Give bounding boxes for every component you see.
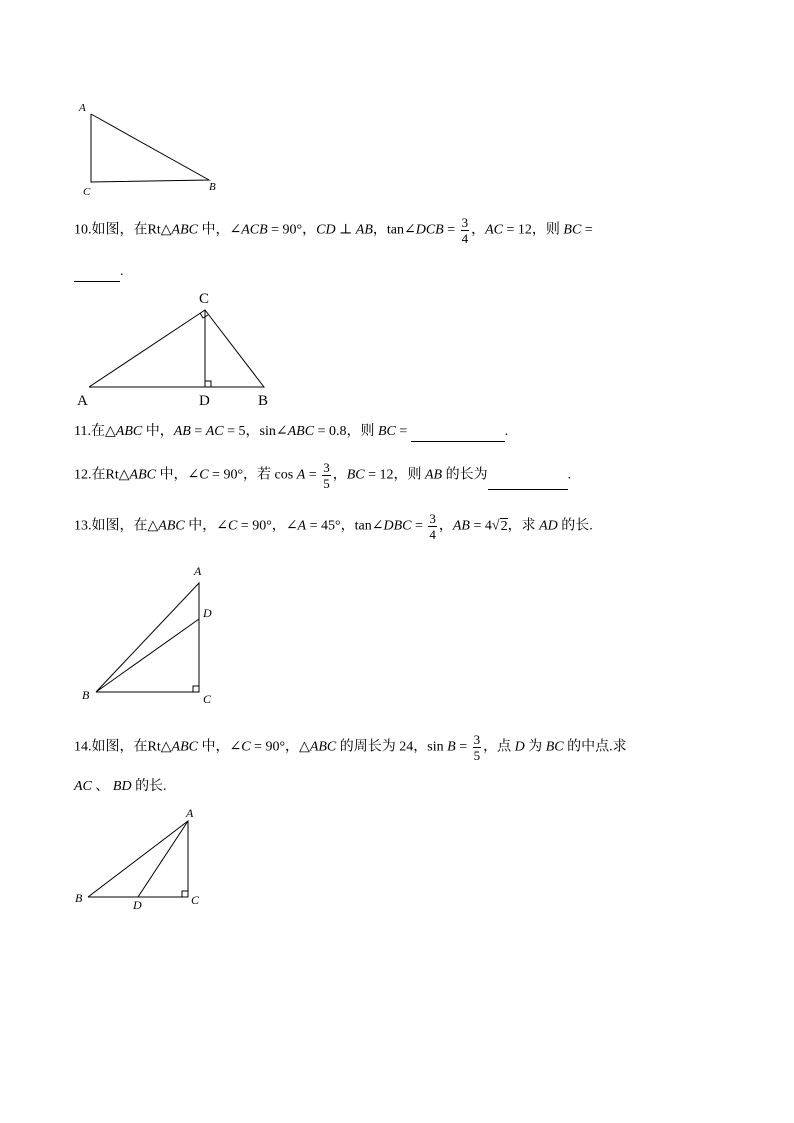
fig10-label-c: C	[199, 291, 210, 307]
fig9-label-b: B	[209, 181, 216, 193]
fig10-label-a: A	[77, 393, 88, 409]
question-14: 14.如图，在Rt△ABC 中，∠C = 90°，△ABC 的周长为 24，sin B = $\frac{3}{5}$ ，点 D 为 BC 的中点.求	[74, 732, 627, 763]
question-11: 11.在△ABC 中，AB = AC = 5，sin∠ABC = 0.8，则 BC = .	[74, 422, 508, 442]
q14-fraction: $\frac{3}{5}$	[473, 732, 481, 763]
q11-answer-blank[interactable]	[411, 427, 505, 442]
sqrt-symbol: √	[491, 518, 500, 534]
fig14-label-c: C	[191, 893, 200, 907]
figure-9	[91, 114, 209, 182]
figure-10	[89, 310, 264, 387]
question-12: 12.在Rt△ABC 中，∠C = 90°，若 cos A = $\frac{3}{5}$ ，BC = 12，则 AB 的长为 .	[74, 460, 572, 491]
question-10-answer-line: .	[74, 262, 124, 282]
question-10: 10.如图，在Rt△ABC 中，∠ACB = 90°，CD ⊥ AB，tan∠DCB = $\frac{3}{4}$ ，AC = 12，则 BC =	[74, 215, 593, 246]
q10-fraction: $\frac{3}{4}$	[461, 215, 469, 246]
q12-fraction: $\frac{3}{5}$	[323, 460, 330, 491]
fig13-triangle	[96, 583, 199, 692]
fig9-label-a: A	[79, 102, 86, 114]
fig13-label-c: C	[203, 692, 212, 706]
fig13-label-b: B	[82, 688, 90, 702]
fig13-right-angle-c	[193, 686, 199, 692]
fig10-triangle	[89, 310, 264, 387]
figure-14	[88, 821, 188, 897]
fig10-label-b: B	[258, 393, 269, 409]
q13-fraction: $\frac{3}{4}$	[429, 511, 436, 542]
fig9-triangle	[91, 114, 209, 182]
q10-answer-blank[interactable]	[74, 267, 120, 282]
fig10-label-d: D	[199, 393, 210, 409]
fig14-segment-ad	[138, 821, 188, 897]
question-13: 13.如图，在△ABC 中，∠C = 90°，∠A = 45°，tan∠DBC = $\frac{3}{4}$ ，AB = 4√2，求 AD 的长.	[74, 511, 593, 542]
fig13-label-d: D	[203, 606, 212, 620]
fig10-right-angle-c	[200, 313, 208, 318]
fig13-segment-bd	[96, 619, 199, 692]
figure-13	[96, 583, 199, 692]
fig14-label-b: B	[75, 891, 83, 905]
fig14-right-angle-c	[182, 891, 188, 897]
fig14-label-d: D	[133, 898, 142, 912]
question-14-line-2: AC 、 BD 的长.	[74, 779, 167, 794]
fig9-label-c: C	[83, 186, 91, 198]
fig13-label-a: A	[194, 564, 202, 578]
fig10-right-angle-d	[205, 381, 211, 387]
fig14-triangle	[88, 821, 188, 897]
fig14-label-a: A	[186, 806, 194, 820]
q12-answer-blank[interactable]	[488, 475, 568, 490]
